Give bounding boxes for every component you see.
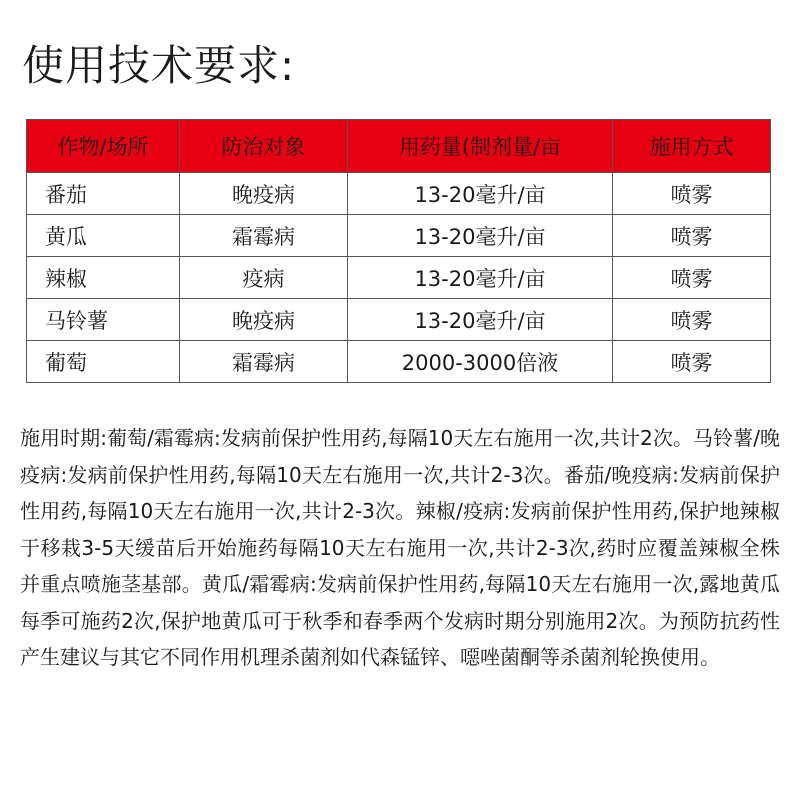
cell-method: 喷雾 (613, 341, 771, 383)
cell-dosage: 13-20毫升/亩 (348, 257, 613, 299)
table-row (27, 341, 771, 383)
cell-target: 霜霉病 (180, 215, 348, 257)
cell-method: 喷雾 (613, 299, 771, 341)
table-row (27, 257, 771, 299)
cell-crop: 番茄 (27, 173, 180, 215)
header-method: 施用方式 (613, 120, 771, 173)
cell-target: 霜霉病 (180, 341, 348, 383)
table-row (27, 173, 771, 215)
cell-crop: 辣椒 (27, 257, 180, 299)
cell-crop: 黄瓜 (27, 215, 180, 257)
table-row (27, 215, 771, 257)
table-row (27, 299, 771, 341)
page-title: 使用技术要求: (22, 41, 296, 90)
cell-method: 喷雾 (613, 257, 771, 299)
cell-method: 喷雾 (613, 173, 771, 215)
usage-table (26, 119, 771, 383)
cell-crop: 马铃薯 (27, 299, 180, 341)
cell-target: 晚疫病 (180, 299, 348, 341)
cell-dosage: 2000-3000倍液 (348, 341, 613, 383)
cell-dosage: 13-20毫升/亩 (348, 173, 613, 215)
usage-notes-paragraph: 施用时期:葡萄/霜霉病:发病前保护性用药,每隔10天左右施用一次,共计2次。马铃薯/晚疫病:发病前保护性用药,每隔10天左右施用一次,共计2-3次。番茄/晚疫病:发病前保护性用药,每隔10天左右施用一次,共计2-3次。辣椒/疫病:发病前保护性用药,保护地辣椒于移栽3-5天缓苗后开始施药每隔10天左右施用一次,共计2-3次,药时应覆盖辣椒全株并重点喷施茎基部。黄瓜/霜霉病:发病前保护性用药,每隔10天左右施用一次,露地黄瓜每季可施药2次,保护地黄瓜可于秋季和春季两个发病时期分别施用2次。为预防抗药性产生建议与其它不同作用机理杀菌剂如代森锰锌、噁唑菌酮等杀菌剂轮换使用。 (20, 426, 780, 669)
header-dosage: 用药量(制剂量/亩 (348, 120, 613, 173)
cell-target: 晚疫病 (180, 173, 348, 215)
cell-dosage: 13-20毫升/亩 (348, 299, 613, 341)
header-target: 防治对象 (180, 120, 348, 173)
table-header-row (27, 120, 771, 173)
header-crop: 作物/场所 (27, 120, 180, 173)
cell-target: 疫病 (180, 257, 348, 299)
cell-crop: 葡萄 (27, 341, 180, 383)
cell-method: 喷雾 (613, 215, 771, 257)
cell-dosage: 13-20毫升/亩 (348, 215, 613, 257)
